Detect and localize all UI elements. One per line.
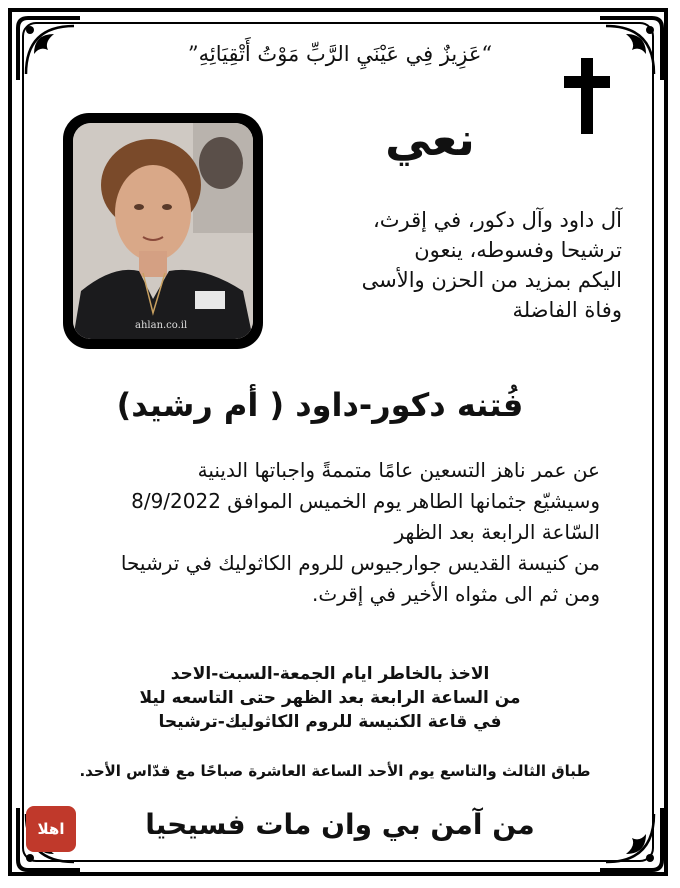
page-title: نعي (385, 112, 475, 166)
intro-paragraph (282, 205, 622, 325)
condolence-visiting-info (120, 662, 540, 734)
scripture-verse: “عَزِيزٌ فِي عَيْنَيِ الرَّبِّ مَوْتُ أَتْقِيَائِهِ” (187, 42, 493, 66)
corner-ornament-icon (14, 14, 84, 84)
portrait-photo (63, 113, 263, 349)
funeral-details (60, 455, 600, 610)
intro-line: اليكم بمزيد من الحزن والأسى (361, 268, 622, 292)
intro-line: وفاة الفاضلة (512, 298, 622, 322)
details-line: عن عمر ناهز التسعين عامًا متممةً واجباتها الدينية (197, 458, 600, 482)
details-line: السّاعة الرابعة بعد الظهر (394, 520, 600, 544)
cross-icon (564, 58, 610, 134)
visiting-line: في قاعة الكنيسة للروم الكاثوليك-ترشيحا (158, 712, 502, 732)
portrait-image (73, 123, 253, 339)
details-line: ومن ثم الى مثواه الأخير في إقرث. (311, 582, 600, 606)
closing-verse: من آمن بي وان مات فسيحيا (145, 808, 535, 841)
photo-watermark: ahlan.co.il (135, 320, 188, 331)
intro-line: آل داود وآل دكور، في إقرث، (372, 208, 622, 232)
corner-ornament-icon (596, 804, 666, 874)
visiting-line: الاخذ بالخاطر ايام الجمعة-السبت-الاحد (170, 664, 490, 684)
intro-line: ترشيحا وفسوطه، ينعون (414, 238, 622, 262)
deceased-name: فُتنه دكور-داود ( أم رشيد) (116, 386, 524, 424)
details-line: وسيشيّع جثمانها الطاهر يوم الخميس الموافق 8/9/2022 (131, 489, 600, 513)
memorial-note: طباق الثالث والتاسع يوم الأحد الساعة العاشرة صباحًا مع قدّاس الأحد. (79, 762, 591, 780)
details-line: من كنيسة القديس جوارجيوس للروم الكاثوليك في ترشيحا (120, 551, 600, 575)
site-logo-badge[interactable]: اهلا (26, 806, 76, 852)
visiting-line: من الساعة الرابعة بعد الظهر حتى التاسعه ليلا (139, 688, 521, 708)
